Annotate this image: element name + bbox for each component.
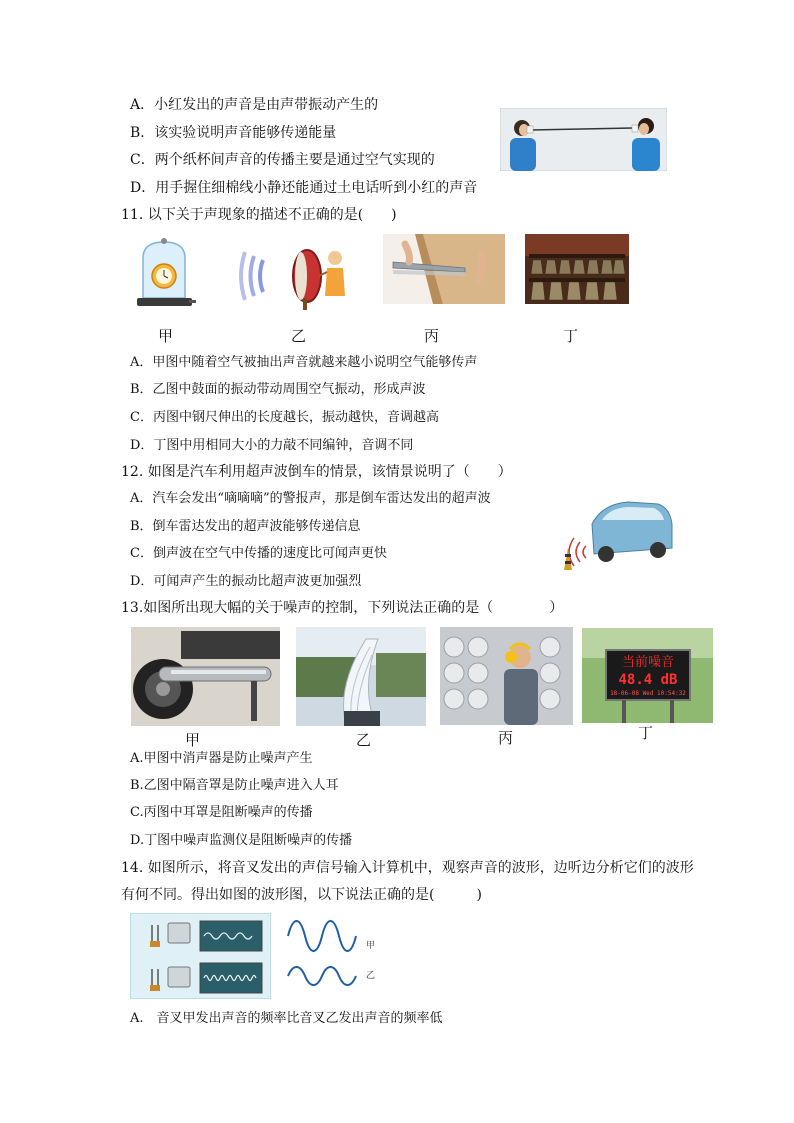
q12-stem: 12. 如图是汽车利用超声波倒车的情景，该情景说明了（ ）	[121, 464, 512, 480]
chime-bells-image	[525, 234, 629, 304]
q11-option-a: A．甲图中随着空气被抽出声音就越来越小说明空气能够传声	[130, 355, 478, 370]
q10-option-b: B．该实验说明声音能够传递能量	[130, 125, 337, 141]
q12-option-a: A．汽车会发出“嘀嘀嘀”的警报声，那是倒车雷达发出的超声波	[130, 491, 491, 506]
ear-muffs-worker-image	[440, 627, 573, 725]
q11-caption-ding: 丁	[563, 327, 579, 345]
q14-stem-line2: 有何不同。得出如图的波形图，以下说法正确的是( )	[121, 887, 482, 903]
q13-caption-jia: 甲	[185, 731, 201, 749]
drum-image	[237, 242, 355, 310]
q13-option-c: C.丙图中耳罩是阻断噪声的传播	[130, 805, 313, 820]
q11-caption-bing: 丙	[424, 327, 440, 345]
q12-option-d: D．可闻声产生的振动比超声波更加强烈	[130, 574, 362, 589]
q13-option-d: D.丁图中噪声监测仪是阻断噪声的传播	[130, 833, 353, 848]
sign-title: 当前噪音	[621, 655, 675, 670]
q13-caption-bing: 丙	[498, 729, 514, 747]
q10-option-a: A．小红发出的声音是由声带振动产生的	[130, 97, 379, 113]
wave-label-jia: 甲	[366, 941, 376, 951]
noise-monitor-image	[582, 628, 713, 723]
q12-option-c: C．倒声波在空气中传播的速度比可闻声更快	[130, 546, 387, 561]
q11-stem: 11. 以下关于声现象的描述不正确的是( )	[121, 207, 397, 223]
tuning-fork-setup-image	[130, 913, 271, 999]
waveform-diagram	[284, 914, 384, 998]
muffler-image	[131, 627, 280, 726]
q13-stem: 13.如图所出现大幅的关于噪声的控制，下列说法正确的是（ ）	[121, 600, 564, 616]
sign-footer: 18-06-08 Wed 10:54:32	[610, 690, 686, 697]
q12-option-b: B．倒车雷达发出的超声波能够传递信息	[130, 519, 361, 534]
q10-option-c: C．两个纸杯间声音的传播主要是通过空气实现的	[130, 152, 435, 168]
reversing-car-image	[558, 498, 674, 570]
q13-caption-yi: 乙	[356, 731, 372, 749]
q11-option-b: B．乙图中鼓面的振动带动周围空气振动，形成声波	[130, 382, 426, 397]
q11-option-c: C．丙图中钢尺伸出的长度越长，振动越快，音调越高	[130, 410, 439, 425]
q11-caption-jia: 甲	[158, 327, 174, 345]
q13-option-a: A.甲图中消声器是防止噪声产生	[130, 751, 313, 766]
q13-caption-ding: 丁	[638, 724, 654, 742]
wave-label-yi: 乙	[366, 971, 376, 981]
q14-stem-line1: 14. 如图所示，将音叉发出的声信号输入计算机中，观察声音的波形，边听边分析它们的波形	[121, 860, 694, 876]
bell-jar-image	[133, 236, 196, 314]
q11-option-d: D．丁图中用相同大小的力敲不同编钟，音调不同	[130, 438, 414, 453]
q13-option-b: B.乙图中隔音罩是防止噪声进入人耳	[130, 778, 339, 793]
string-telephone-image	[500, 108, 667, 171]
sound-barrier-image	[296, 627, 426, 726]
q14-option-a: A. 音叉甲发出声音的频率比音叉乙发出声音的频率低	[130, 1011, 443, 1026]
q11-caption-yi: 乙	[291, 327, 307, 345]
sign-value: 48.4 dB	[618, 672, 678, 688]
q10-option-d: D．用手握住细棉线小静还能通过土电话听到小红的声音	[130, 180, 478, 196]
steel-ruler-image	[383, 234, 505, 304]
